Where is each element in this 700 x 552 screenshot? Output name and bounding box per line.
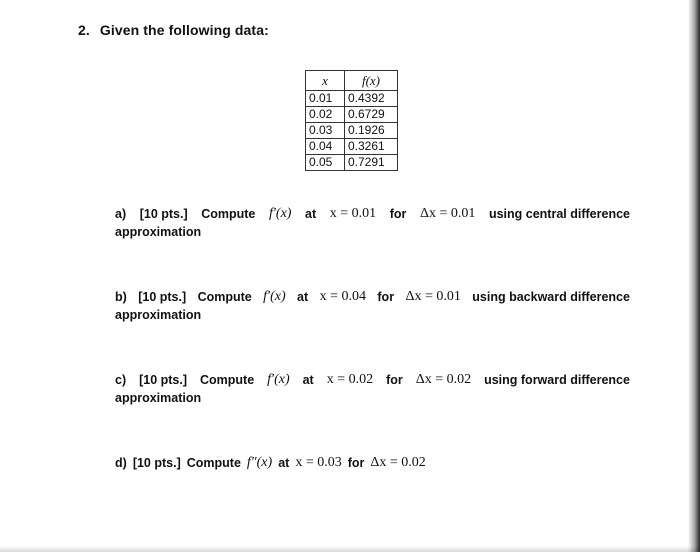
part-b-at: at [297,290,309,304]
part-b-method: using backward difference [472,290,630,304]
table-header-x: x [306,71,345,91]
table-cell-fx: 0.3261 [345,139,398,155]
part-c-label: c) [115,373,127,387]
part-b-for: for [377,290,395,304]
part-c-at: at [302,373,314,387]
table-cell-x: 0.02 [306,107,345,123]
part-a-method: using central difference [488,207,630,221]
part-c-method: using forward difference [484,373,630,387]
data-table [305,70,398,171]
table-cell-x: 0.01 [306,91,345,107]
part-a-function: f′(x) [268,206,292,221]
part-a-at: at [305,207,317,221]
part-c-verb: Compute [200,373,255,387]
question-number: 2. [78,22,90,38]
table-cell-x: 0.05 [306,155,345,171]
page-edge-shadow [688,0,700,552]
part-c-step: Δx = 0.02 [415,372,472,387]
part-c-function: f′(x) [267,372,290,387]
table-row [306,155,398,171]
part-b-verb: Compute [197,290,252,304]
table-cell-fx: 0.6729 [345,107,398,123]
part-b-label: b) [115,290,127,304]
part-a [115,205,630,241]
table-row [306,139,398,155]
part-b [115,288,630,324]
table-cell-x: 0.03 [306,123,345,139]
part-b-function: f′(x) [263,289,286,304]
part-d-step: Δx = 0.02 [370,455,426,470]
part-b-line2: approximation [115,308,202,322]
part-a-label: a) [115,207,127,221]
table-cell-fx: 0.4392 [345,91,398,107]
page-bottom-shade [0,546,700,552]
part-d-function: f″(x) [246,455,273,470]
part-c-for: for [386,373,403,387]
part-b-step: Δx = 0.01 [405,289,461,304]
question-heading [78,22,269,38]
question-prompt: Given the following data: [99,22,269,38]
part-d-for: for [347,456,365,470]
table-cell-fx: 0.7291 [345,155,398,171]
part-d-x-value: x = 0.03 [295,455,342,470]
part-b-x-value: x = 0.04 [319,289,366,304]
table-row [306,107,398,123]
table-cell-x: 0.04 [306,139,345,155]
table-row [306,123,398,139]
part-d [115,454,630,472]
table-row [306,91,398,107]
part-c-points: [10 pts.] [139,373,188,387]
part-d-points: [10 pts.] [132,456,181,470]
part-a-verb: Compute [201,207,256,221]
part-d-verb: Compute [186,456,241,470]
table-header-row [306,71,398,91]
table-header-fx: f(x) [345,71,398,91]
part-d-at: at [278,456,290,470]
part-a-points: [10 pts.] [139,207,188,221]
part-a-step: Δx = 0.01 [419,206,476,221]
part-c-line2: approximation [115,391,202,405]
part-a-x-value: x = 0.01 [329,206,377,221]
part-d-label: d) [115,456,127,470]
part-c [115,371,630,407]
part-a-for: for [389,207,407,221]
part-c-x-value: x = 0.02 [326,372,374,387]
part-a-line2: approximation [115,225,202,239]
table-cell-fx: 0.1926 [345,123,398,139]
part-b-points: [10 pts.] [138,290,187,304]
